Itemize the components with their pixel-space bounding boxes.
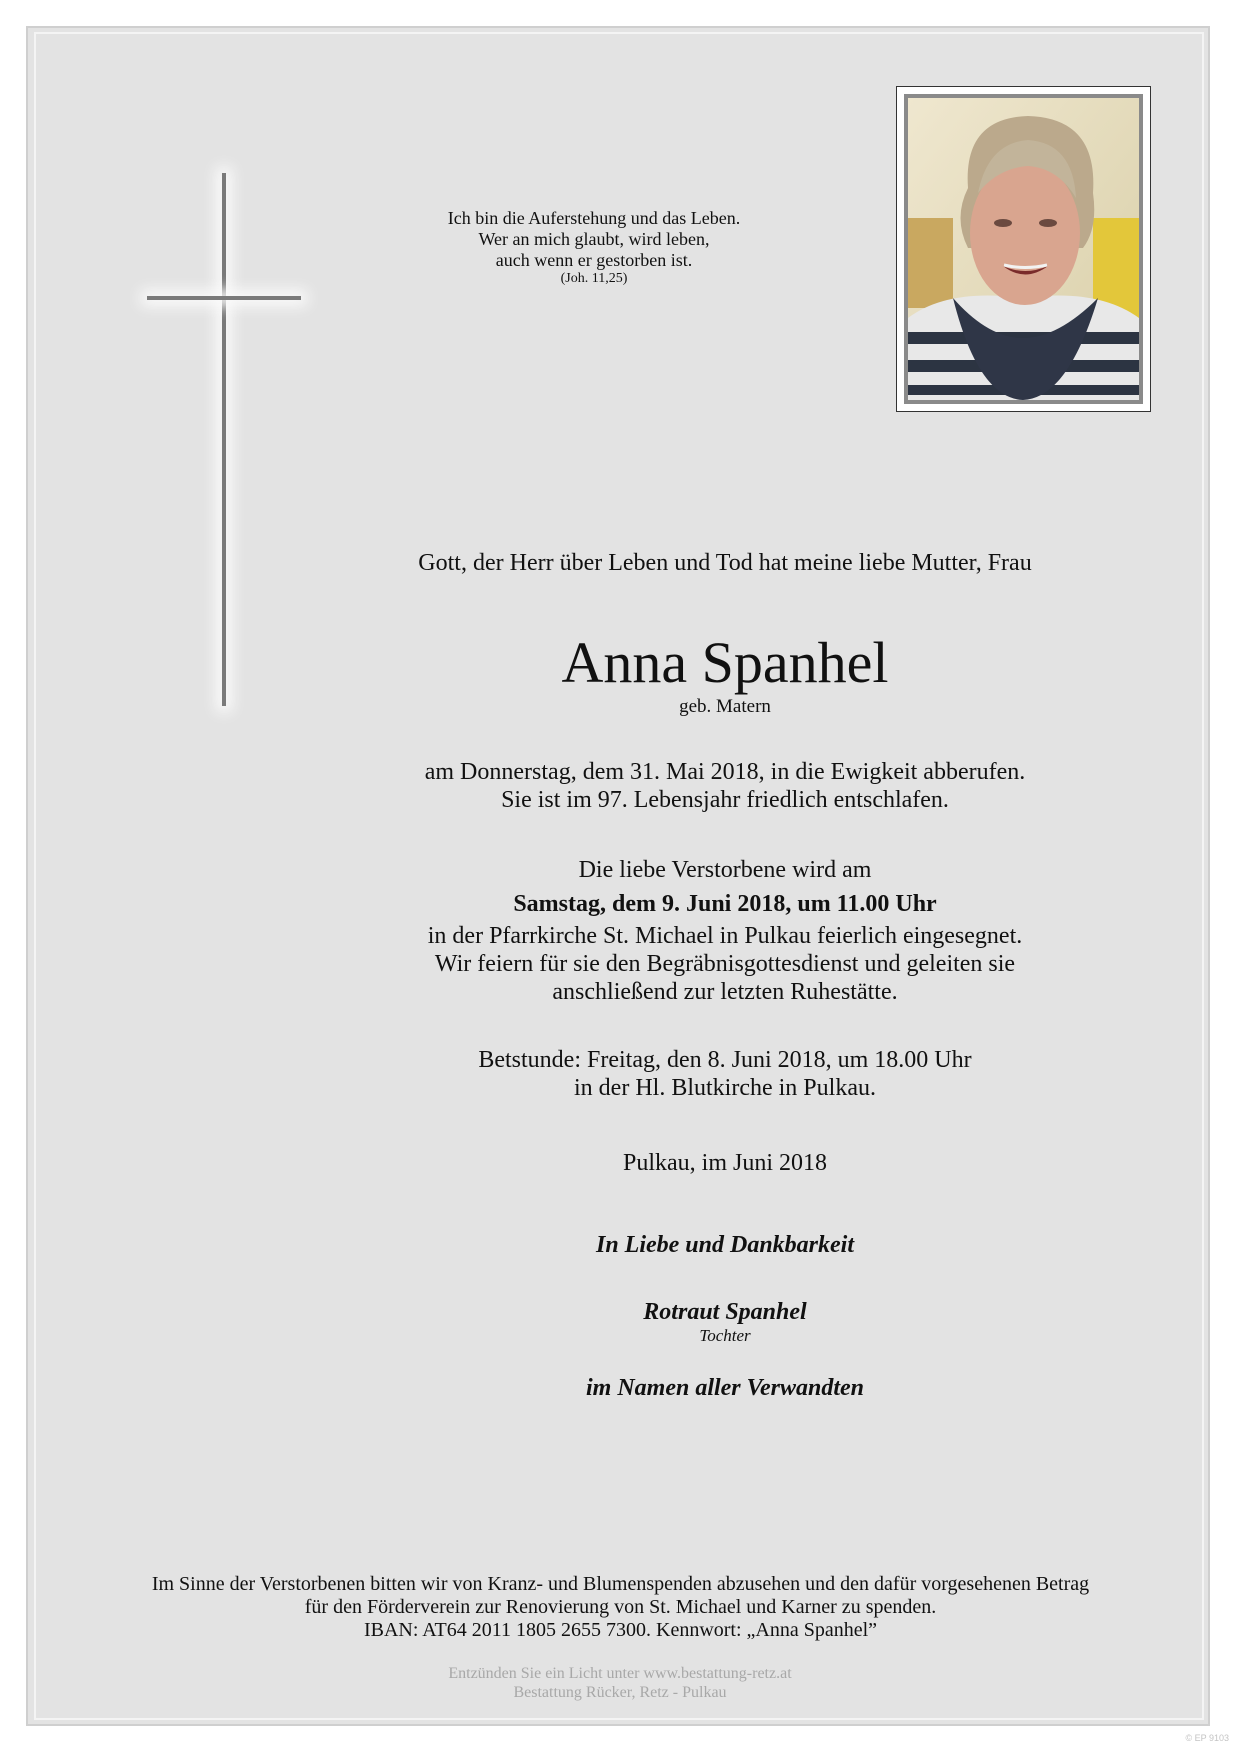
funeral-info xyxy=(390,856,1060,1006)
funeral-line-3: in der Pfarrkirche St. Michael in Pulkau feierlich eingesegnet. xyxy=(427,923,1023,949)
portrait-photo xyxy=(904,94,1143,404)
imprint-line-2: Bestattung Rücker, Retz - Pulkau xyxy=(513,1684,727,1701)
mourner-relation: Tochter xyxy=(699,1326,751,1345)
verse-line-3: auch wenn er gestorben ist. xyxy=(495,250,693,270)
donation-line-2: für den Förderverein zur Renovierung von St. Michael und Karner zu spenden. xyxy=(304,1596,937,1618)
verse-line-2: Wer an mich glaubt, wird leben, xyxy=(478,229,710,249)
donation-notice xyxy=(60,1573,1181,1642)
mourner-name: Rotraut Spanhel xyxy=(643,1299,807,1325)
cross-icon-vertical xyxy=(222,173,226,706)
watermark: © EP 9103 xyxy=(1185,1733,1229,1743)
family-line: im Namen aller Verwandten xyxy=(585,1375,865,1401)
place-date: Pulkau, im Juni 2018 xyxy=(622,1150,827,1176)
donation-line-1: Im Sinne der Verstorbenen bitten wir von Kranz- und Blumenspenden abzusehen und den dafür vorgesehenen Betrag xyxy=(151,1573,1090,1595)
verse-line-1: Ich bin die Auferstehung und das Leben. xyxy=(447,208,741,228)
portrait-frame xyxy=(896,86,1151,412)
death-line-1: am Donnerstag, dem 31. Mai 2018, in die Ewigkeit abberufen. xyxy=(424,759,1026,785)
intro-text: Gott, der Herr über Leben und Tod hat meine liebe Mutter, Frau xyxy=(418,550,1032,576)
maiden-name: geb. Matern xyxy=(679,696,771,717)
portrait-illustration xyxy=(908,98,1139,400)
prayer-line-2: in der Hl. Blutkirche in Pulkau. xyxy=(574,1075,876,1101)
imprint xyxy=(320,1664,920,1702)
cross-icon-horizontal xyxy=(147,296,301,300)
death-notice xyxy=(390,758,1060,814)
verse-reference: (Joh. 11,25) xyxy=(560,271,628,286)
funeral-date: Samstag, dem 9. Juni 2018, um 11.00 Uhr xyxy=(513,891,937,917)
prayer-line-1: Betstunde: Freitag, den 8. Juni 2018, um 18.00 Uhr xyxy=(478,1047,972,1073)
deceased-name: Anna Spanhel xyxy=(561,630,889,695)
imprint-line-1: Entzünden Sie ein Licht unter www.bestattung-retz.at xyxy=(448,1665,792,1682)
donation-line-3: IBAN: AT64 2011 1805 2655 7300. Kennwort: „Anna Spanhel” xyxy=(363,1619,878,1641)
funeral-line-4: Wir feiern für sie den Begräbnisgottesdienst und geleiten sie xyxy=(434,951,1016,977)
funeral-line-1: Die liebe Verstorbene wird am xyxy=(578,857,872,883)
bible-verse xyxy=(394,208,794,287)
death-line-2: Sie ist im 97. Lebensjahr friedlich entschlafen. xyxy=(501,787,949,813)
closing-greeting: In Liebe und Dankbarkeit xyxy=(595,1232,855,1258)
prayer-info xyxy=(390,1046,1060,1102)
funeral-line-5: anschließend zur letzten Ruhestätte. xyxy=(552,979,898,1005)
